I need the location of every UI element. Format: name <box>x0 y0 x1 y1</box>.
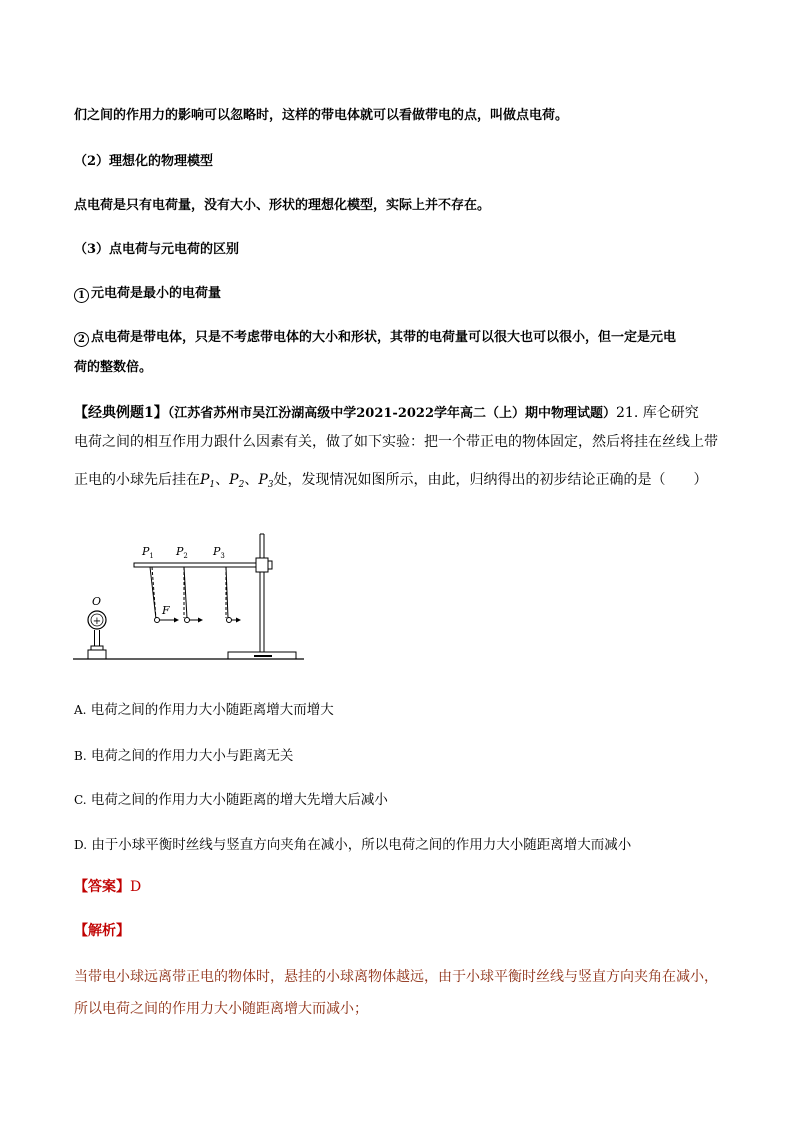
option-c-text: 电荷之间的作用力大小随距离的增大先增大后减小 <box>90 792 388 808</box>
analysis-label: 【解析】 <box>74 923 130 939</box>
option-b[interactable] <box>74 744 293 764</box>
list-item-1 <box>74 282 221 303</box>
p1-symbol: $P_1$ <box>200 472 216 490</box>
option-d[interactable] <box>74 833 631 853</box>
example-line-3-b: 处，发现情况如图所示，由此，归纳得出的初步结论正确的是（ ） <box>273 472 708 488</box>
p3-symbol: $P_3$ <box>258 472 274 490</box>
answer-value: D <box>130 879 142 895</box>
pendulum-p2 <box>184 567 203 623</box>
example-line-3 <box>74 469 707 490</box>
p2-symbol: $P_2$ <box>229 472 245 490</box>
section-2-text: 点电荷是只有电荷量，没有大小、形状的理想化模型，实际上并不存在。 <box>74 198 491 213</box>
option-a-letter: A. <box>74 703 87 717</box>
option-c-letter: C. <box>74 793 87 807</box>
option-a-text: 电荷之间的作用力大小随距离增大而增大 <box>90 702 334 718</box>
option-b-text: 电荷之间的作用力大小与距离无关 <box>90 748 294 764</box>
example-number: 21. <box>616 405 639 421</box>
charged-object <box>88 611 106 659</box>
horizontal-bar <box>134 563 264 567</box>
example-line-1 <box>74 402 699 422</box>
label-F: F <box>162 604 170 617</box>
option-d-text: 由于小球平衡时丝线与竖直方向夹角在减小，所以电荷之间的作用力大小随距离增大而减小 <box>91 837 632 853</box>
option-a[interactable] <box>74 698 334 718</box>
list-item-1-text: 元电荷是最小的电荷量 <box>91 286 222 301</box>
label-P3: $P_3$ <box>213 545 225 560</box>
separator: 、 <box>215 472 230 488</box>
separator: 、 <box>244 472 259 488</box>
intro-line-1: 们之间的作用力的影响可以忽略时，这样的带电体就可以看做带电的点，叫做点电荷。 <box>74 108 569 123</box>
list-item-2-cont: 荷的整数倍。 <box>74 360 153 375</box>
experiment-figure <box>70 528 310 668</box>
label-P1: $P_1$ <box>142 545 154 560</box>
answer-line <box>74 876 141 896</box>
option-d-letter: D. <box>74 838 88 852</box>
label-P2: $P_2$ <box>176 545 188 560</box>
section-2-title: （2）理想化的物理模型 <box>74 154 214 169</box>
example-tag: 【经典例题1】 <box>74 405 168 421</box>
label-O: O <box>92 595 102 608</box>
example-source: （江苏省苏州市吴江汾湖高级中学2021-2022学年高二（上）期中物理试题） <box>167 406 617 421</box>
analysis-line-2: 所以电荷之间的作用力大小随距离增大而减小； <box>74 1001 368 1017</box>
example-line-2: 电荷之间的相互作用力跟什么因素有关，做了如下实验：把一个带正电的物体固定，然后将挂在丝线上带 <box>74 434 718 450</box>
section-3-title: （3）点电荷与元电荷的区别 <box>74 242 240 257</box>
plus-sign: + <box>92 616 102 627</box>
circled-number-2: 2 <box>74 332 89 347</box>
option-b-letter: B. <box>74 749 87 763</box>
list-item-2 <box>74 326 676 347</box>
example-line-3-a: 正电的小球先后挂在 <box>74 472 200 488</box>
pendulum-p3 <box>226 567 241 623</box>
option-c[interactable] <box>74 788 388 808</box>
analysis-line-1: 当带电小球远离带正电的物体时，悬挂的小球离物体越远，由于小球平衡时丝线与竖直方向夹角在减小， <box>74 969 718 985</box>
list-item-2-text: 点电荷是带电体，只是不考虑带电体的大小和形状，其带的电荷量可以很大也可以很小，但一定是元电 <box>91 330 677 345</box>
answer-label: 【答案】 <box>74 879 130 895</box>
clamp <box>256 558 268 572</box>
circled-number-1: 1 <box>74 288 89 303</box>
example-line-1-rest: 库仑研究 <box>642 405 699 421</box>
